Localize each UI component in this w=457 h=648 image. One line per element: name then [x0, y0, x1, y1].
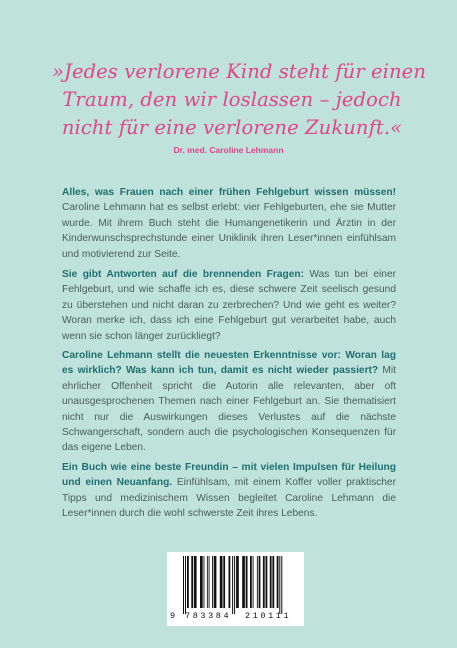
barcode-bar: [194, 556, 197, 608]
blurb-text: Mit ehrlicher Offenheit spricht die Autorin alle relevanten, aber oft unausgesprochenen Themen nach einer Fehlgeburt an. Sie thematisiert nicht nur die Auswirkungen dieses Verlustes auf die nächste Schwangerschaft, sondern auch die psychologischen Konsequenzen für das eigene Leben.: [62, 365, 396, 454]
barcode-bar: [277, 556, 279, 608]
barcode-bar: [242, 556, 245, 608]
barcode-bar: [200, 556, 203, 608]
barcode-bar: [263, 556, 265, 608]
barcode-bar: [187, 556, 189, 608]
blurb-text: Was tun bei einer Fehlgeburt, und wie schaffe ich es, diese schwere Zeit seelisch gesund zu überstehen und nicht daran zu zerbrechen? Und wie geht es weiter? Woran merke ich, dass ich eine Fehlgeburt gut verarbeitet habe, auch wenn sie schon länger zurückliegt?: [62, 269, 396, 342]
barcode-right-group: 210111: [245, 611, 292, 621]
barcode-bar: [266, 556, 268, 608]
blurb-paragraph-2: [62, 267, 396, 344]
blurb-text: Caroline Lehmann hat es selbst erlebt: vier Fehlgeburten, ehe sie Mutter wurde. Mit ihrem Buch steht die Humangenetikerin und Ärztin in der Kinderwunschsprechstunde einer Uniklinik ihren Leser*innen einfühlsam und motivierend zur Seite.: [62, 202, 396, 260]
barcode-bar: [234, 556, 235, 614]
barcode-bar: [191, 556, 193, 608]
barcode-digits: [167, 611, 304, 623]
quote-line: nicht für eine verlorene Zukunft.«: [61, 116, 403, 139]
blurb-paragraph-4: [62, 460, 396, 522]
barcode-bar: [272, 556, 274, 608]
barcode-bar: [259, 556, 261, 608]
barcode-bar: [185, 556, 186, 614]
quote-author: Dr. med. Caroline Lehmann: [173, 145, 284, 155]
barcode-bar: [270, 556, 272, 608]
barcode-bar: [232, 556, 233, 614]
barcode-bar: [223, 556, 225, 608]
barcode-first-digit: 9: [170, 611, 176, 621]
barcode-bar: [212, 556, 213, 608]
blurb-paragraph-3: [62, 348, 396, 456]
barcode-bar: [246, 556, 248, 608]
barcode-bar: [204, 556, 205, 608]
barcode-bar: [236, 556, 239, 608]
back-cover-quote: [52, 58, 426, 142]
barcode-bar: [250, 556, 252, 608]
barcode-bar: [229, 556, 231, 608]
barcode-bar: [281, 556, 282, 614]
blurb-lead: Sie gibt Antworten auf die brennenden Fragen:: [62, 269, 304, 280]
blurb-text: Einfühlsam, mit einem Koffer voller praktischer Tipps und medizinischem Wissen begleitet Caroline Lehmann die Leser*innen durch die wohl schwerste Zeit ihres Lebens.: [62, 477, 396, 520]
barcode-bar: [183, 556, 184, 614]
barcode-bar: [279, 556, 280, 614]
isbn-barcode: [167, 552, 304, 626]
barcode-bar: [214, 556, 217, 608]
barcode-bars: [173, 556, 298, 614]
blurb-lead: Alles, was Frauen nach einer frühen Fehlgeburt wissen müssen!: [62, 187, 396, 198]
blurb-lead: Ein Buch wie eine beste Freundin – mit vielen Impulsen für Heilung und einen Neuanfang.: [62, 462, 396, 489]
barcode-left-group: 783384: [185, 611, 232, 621]
blurb-paragraph-1: [62, 185, 396, 262]
quote-line: »Jedes verlorene Kind steht für einen: [52, 60, 426, 83]
barcode-bar: [207, 556, 208, 608]
barcode-bar: [209, 556, 210, 608]
barcode-bar: [220, 556, 223, 608]
blurb-lead: Caroline Lehmann stellt die neuesten Erkenntnisse vor: Woran lag es wirklich? Was kann ich tun, damit es nicht wieder passiert?: [62, 350, 396, 377]
quote-line: Traum, den wir loslassen – jedoch: [62, 88, 402, 111]
barcode-bar: [257, 556, 258, 608]
barcode-bar: [253, 556, 254, 608]
